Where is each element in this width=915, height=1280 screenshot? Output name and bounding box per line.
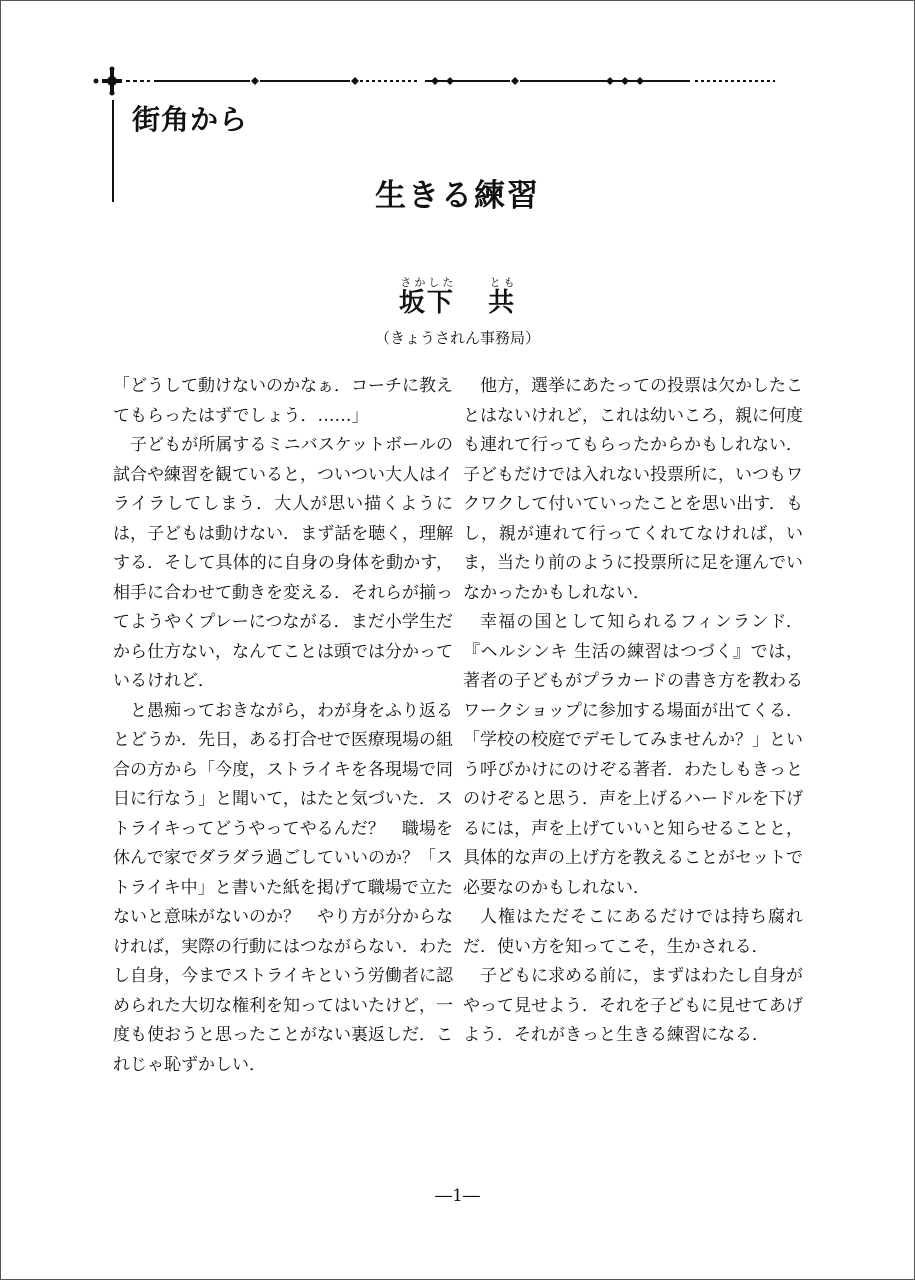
paragraph: 子どもが所属するミニバスケットボールの試合や練習を観ていると，ついつい大人はイライラしてしまう．大人が思い描くようには，子どもは動けない．まず話を聴く，理解する．そして具体的に自身の身体を動かす，相手に合わせて動きを変える．それらが揃ってようやくプレーにつながる．まだ小学生だから仕方ない，なんてことは頭では分かっているけれど． (113, 435, 453, 691)
author-name (0, 276, 915, 319)
right-column (463, 372, 803, 1051)
author-surname: 坂下さかした (398, 276, 455, 318)
paragraph: と愚痴っておきながら，わが身をふり返るとどうか．先日，ある打合せで医療現場の組合の方から「今度，ストライキを各現場で同日に行なう」と聞いて，はたと気づいた．ストライキってどうやってやるんだ？ 職場を休んで家でダラダラ過ごしていいのか？「ストライキ中」と書いた紙を掲げて職場で立たないと意味がないのか？ やり方が分からなければ，実際の行動にはつながらない．わたし自身，今までストライキという労働者に認められた大切な権利を知ってはいたけど，一度も使おうと思ったことがない裏返しだ．これじゃ恥ずかしい． (113, 700, 453, 1075)
paragraph: 他方，選挙にあたっての投票は欠かしたことはないけれど，これは幼いころ，親に何度も連れて行ってもらったからかもしれない．子どもだけでは入れない投票所に，いつもワクワクして付いていったことを思い出す．もし，親が連れて行ってくれてなければ，いま，当たり前のように投票所に足を運んでいなかったかもしれない． (463, 376, 803, 603)
paragraph: 子どもに求める前に，まずはわたし自身がやって見せよう．それを子どもに見せてあげよう．それがきっと生きる練習になる． (463, 966, 803, 1045)
header-ornament (90, 66, 780, 96)
paragraph: 「どうして動けないのかなぁ．コーチに教えてもらったはずでしょう．……」 (113, 376, 453, 426)
page-number: ―1― (435, 1186, 480, 1206)
paragraph: 幸福の国として知られるフィンランド．『ヘルシンキ 生活の練習はつづく』では，著者の子どもがプラカードの書き方を教わるワークショップに参加する場面が出てくる．「学校の校庭でデモしてみませんか？」という呼びかけにのけぞる著者．わたしもきっとのけぞると思う．声を上げるハードルを下げるには，声を上げていいと知らせることと，具体的な声の上げ方を教えることがセットで必要なのかもしれない． (463, 612, 803, 898)
left-column (113, 372, 453, 1080)
article-title: 生きる練習 (375, 178, 540, 214)
series-title: 街角から (132, 103, 249, 136)
author-surname-reading: さかした (398, 276, 455, 289)
author-block (0, 276, 915, 348)
author-given-name: 共とも (488, 276, 517, 318)
paragraph: 人権はただそこにあるだけでは持ち腐れだ．使い方を知ってこそ，生かされる． (463, 907, 803, 957)
author-affiliation: （きょうされん事務局） (374, 329, 540, 347)
author-given-name-reading: とも (488, 276, 517, 289)
